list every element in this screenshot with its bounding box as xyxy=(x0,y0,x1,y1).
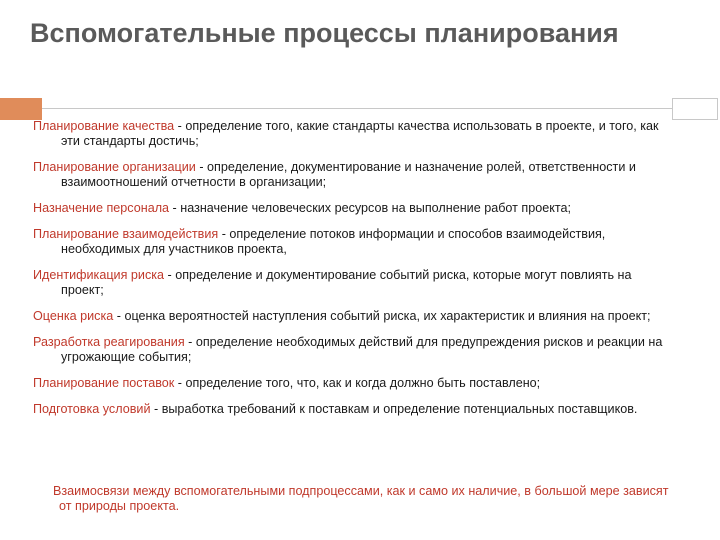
process-term: Идентификация риска xyxy=(33,268,165,282)
process-description: - определение и документирование событий риска, которые могут повлиять на проект; xyxy=(61,268,632,297)
process-term: Планирование организации xyxy=(33,160,196,174)
process-description: - оценка вероятностей наступления событий риска, их характеристик и влияния на проект; xyxy=(113,309,651,323)
process-list xyxy=(33,119,673,428)
list-item xyxy=(33,160,673,190)
process-term: Оценка риска xyxy=(33,309,114,323)
list-item xyxy=(33,227,673,257)
process-description: - определение, документирование и назначение ролей, ответственности и взаимоотношений отчетности в организации; xyxy=(61,160,636,189)
slide-title: Вспомогательные процессы планирования xyxy=(30,18,619,48)
process-description: - определение того, что, как и когда должно быть поставлено; xyxy=(174,376,541,390)
process-term: Планирование взаимодействия xyxy=(33,227,219,241)
process-description: - назначение человеческих ресурсов на выполнение работ проекта; xyxy=(169,201,572,215)
title-divider-line xyxy=(42,108,672,109)
process-term: Назначение персонала xyxy=(33,201,170,215)
process-description: - определение потоков информации и способов взаимодействия, необходимых для участников проекта, xyxy=(61,227,606,256)
process-description: - определение того, какие стандарты качества использовать в проекте, и того, как эти стандарты достичь; xyxy=(61,119,659,148)
process-term: Подготовка условий xyxy=(33,402,151,416)
list-item xyxy=(33,309,673,324)
list-item xyxy=(33,376,673,391)
title-divider-box xyxy=(672,98,718,120)
list-item xyxy=(33,201,673,216)
list-item xyxy=(33,119,673,149)
process-term: Разработка реагирования xyxy=(33,335,185,349)
list-item xyxy=(33,335,673,365)
list-item xyxy=(33,402,673,417)
conclusion-note: Взаимосвязи между вспомогательными подпроцессами, как и само их наличие, в большой мере зависят от природы проекта. xyxy=(53,484,669,513)
process-term: Планирование качества xyxy=(33,119,175,133)
title-accent-bar xyxy=(0,98,42,120)
process-description: - выработка требований к поставкам и определение потенциальных поставщиков. xyxy=(150,402,638,416)
process-term: Планирование поставок xyxy=(33,376,175,390)
process-description: - определение необходимых действий для предупреждения рисков и реакции на угрожающие события; xyxy=(61,335,663,364)
list-item xyxy=(33,268,673,298)
